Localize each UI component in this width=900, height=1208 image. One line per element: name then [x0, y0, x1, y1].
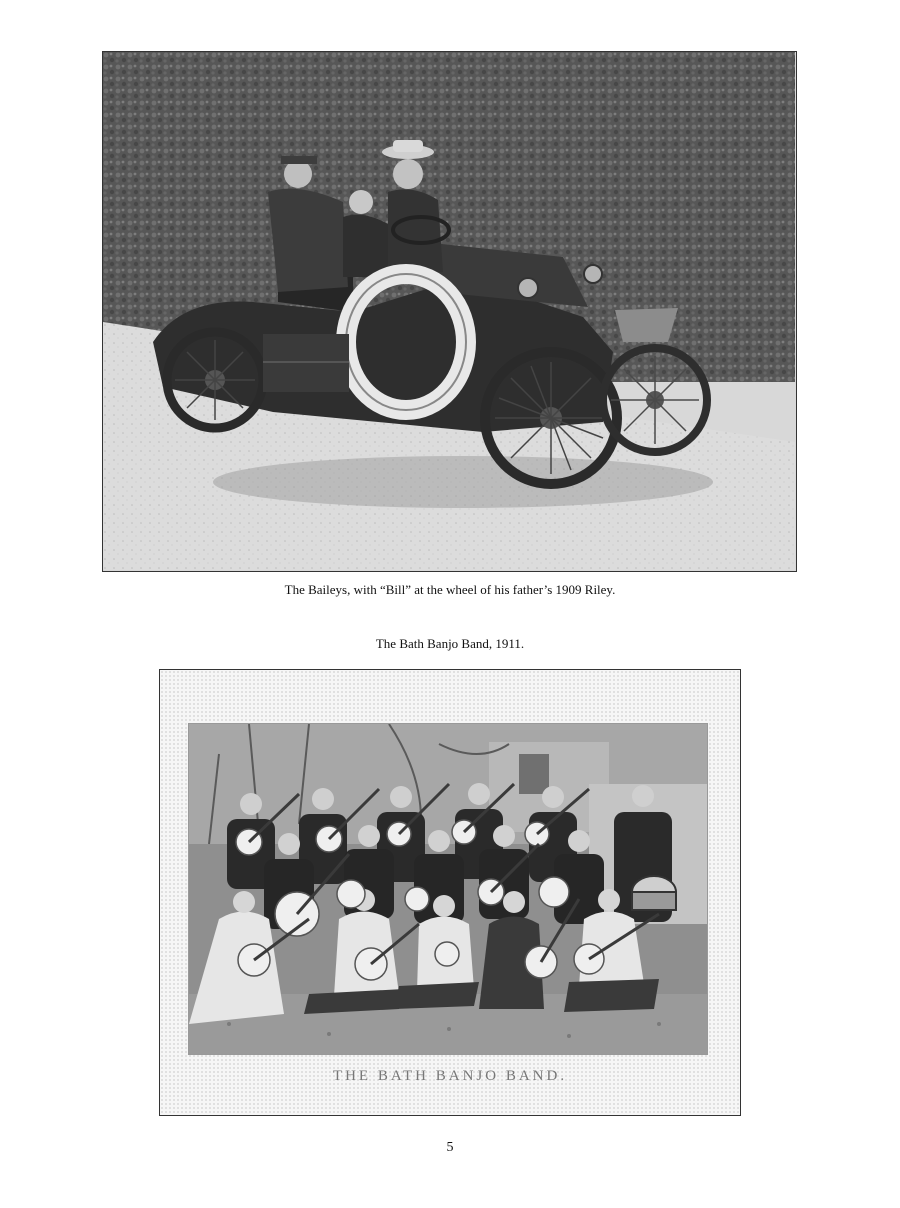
band-illustration	[189, 724, 707, 1054]
car-illustration	[103, 52, 795, 570]
band-mount-title: THE BATH BANJO BAND.	[332, 1068, 568, 1084]
page-number: 5	[446, 1140, 454, 1155]
caption-band-photo: The Bath Banjo Band, 1911.	[375, 636, 525, 651]
photo-bath-banjo-band	[159, 669, 741, 1116]
caption-car-photo: The Baileys, with “Bill” at the wheel of his father’s 1909 Riley.	[284, 582, 616, 597]
band-photo-print	[188, 723, 708, 1055]
photo-baileys-car	[102, 51, 797, 572]
